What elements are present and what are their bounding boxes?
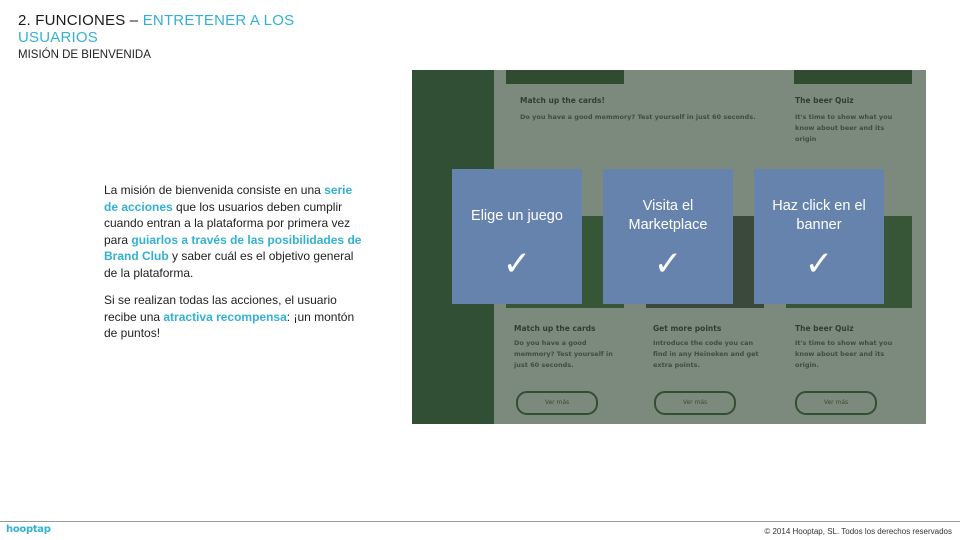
more-button[interactable]: Ver más xyxy=(795,391,877,415)
card-title: Match up the cards xyxy=(514,324,596,333)
step-label: Visita el Marketplace xyxy=(628,198,708,233)
card-text: Introduce the code you can find in any Heineken and get extra points. xyxy=(653,339,759,369)
paragraph-2 xyxy=(104,292,366,342)
step-label: Haz click en el banner xyxy=(772,198,866,233)
page-subtitle: MISIÓN DE BIENVENIDA xyxy=(18,49,151,61)
card-title: Get more points xyxy=(653,324,722,333)
platform-screenshot xyxy=(412,70,926,424)
card-title: Match up the cards! xyxy=(520,96,605,105)
p1-text-c: y saber cuál es el objetivo general de la plataforma. xyxy=(104,249,354,280)
copyright-text: © 2014 Hooptap, SL. Todos los derechos reservados xyxy=(764,527,952,536)
card-text: It's time to show what you know about beer and its origin. xyxy=(795,339,893,369)
card-title: The beer Quiz xyxy=(795,96,854,105)
p2-text-b: : ¡un montón de puntos! xyxy=(104,309,355,340)
card-text: It's time to show what you know about beer and its origin xyxy=(795,113,893,143)
more-button[interactable]: Ver más xyxy=(516,391,598,415)
checkmark-icon: ✓ xyxy=(653,244,683,284)
footer-divider xyxy=(0,521,960,522)
checkmark-icon: ✓ xyxy=(502,244,532,284)
step-label: Elige un juego xyxy=(471,208,563,224)
step-haz-click-banner xyxy=(754,169,884,304)
p1-highlight-1: serie de acciones xyxy=(104,183,353,214)
p1-highlight-2: guiarlos a través de las posibilidades de Brand Club xyxy=(104,232,362,263)
title-prefix: 2. FUNCIONES – xyxy=(18,12,143,29)
more-button[interactable]: Ver más xyxy=(654,391,736,415)
p2-text-a: Si se realizan todas las acciones, el usuario recibe una xyxy=(104,293,337,324)
p1-text-a: La misión de bienvenida consiste en una xyxy=(104,183,325,197)
card-text: Do you have a good memmory? Test yourself in just 60 seconds. xyxy=(514,339,613,369)
paragraph-1 xyxy=(104,182,366,281)
card-title: The beer Quiz xyxy=(795,324,854,333)
p2-highlight: atractiva recompensa xyxy=(163,309,287,324)
step-visita-marketplace xyxy=(603,169,733,304)
p1-text-b: que los usuarios deben cumplir cuando entran a la plataforma por primera vez para xyxy=(104,199,351,247)
title-accent: ENTRETENER A LOS USUARIOS xyxy=(18,12,295,46)
step-elige-juego xyxy=(452,169,582,304)
checkmark-icon: ✓ xyxy=(804,244,834,284)
card-text: Do you have a good memmory? Test yourself in just 60 seconds. xyxy=(520,113,756,121)
description-text xyxy=(104,182,366,353)
page-title xyxy=(18,12,348,46)
hooptap-logo: hooptap xyxy=(6,524,51,535)
